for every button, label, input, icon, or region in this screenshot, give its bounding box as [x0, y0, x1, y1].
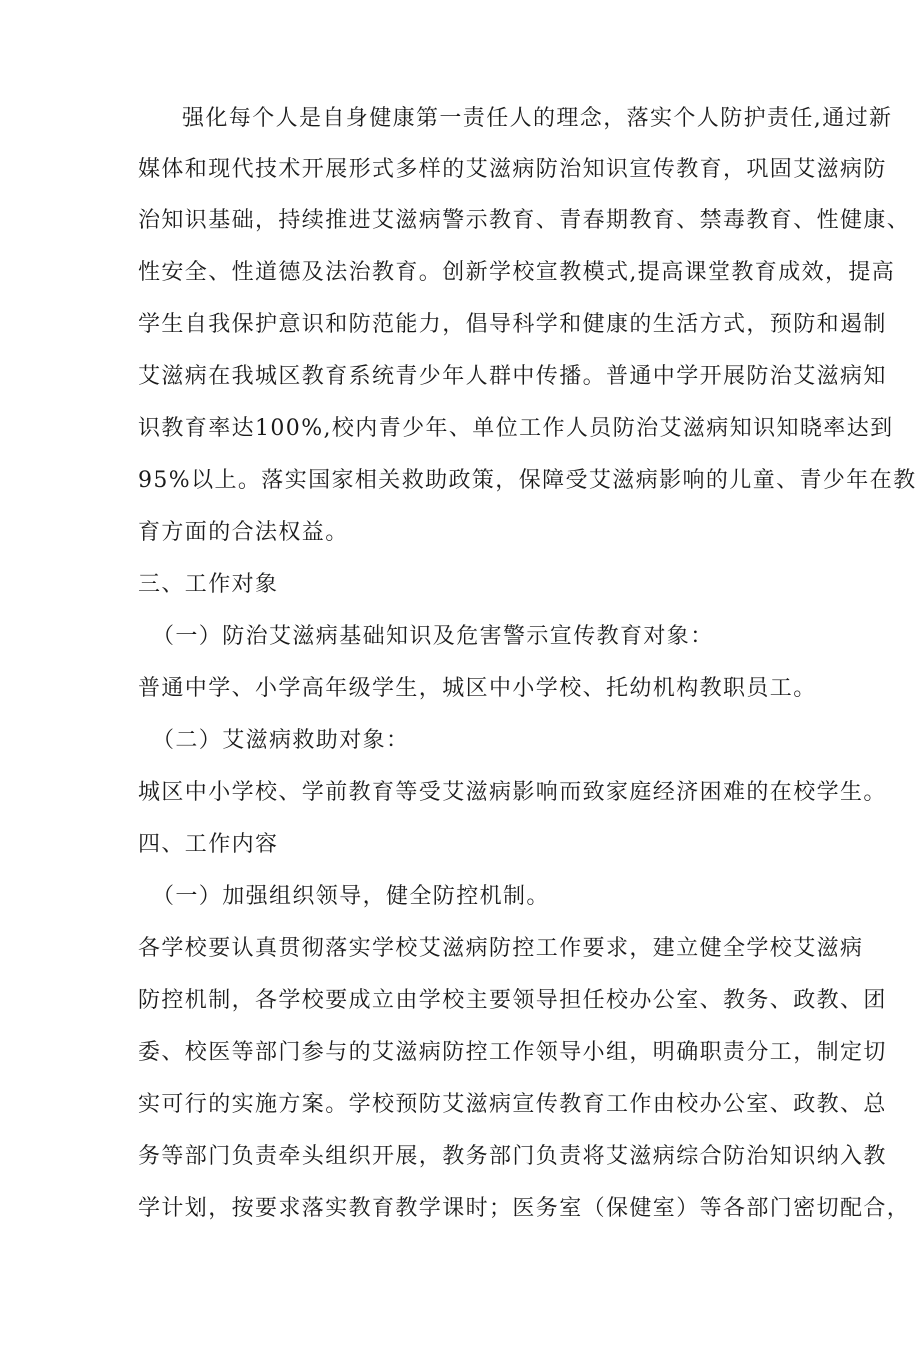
- paragraph-line: 务等部门负责牵头组织开展，教务部门负责将艾滋病综合防治知识纳入教: [138, 1144, 887, 1169]
- paragraph-line: 各学校要认真贯彻落实学校艾滋病防控工作要求，建立健全学校艾滋病: [138, 936, 864, 961]
- paragraph-line: 95%以上。落实国家相关救助政策，保障受艾滋病影响的儿童、青少年在教: [138, 468, 917, 493]
- subsection-heading: （一）防治艾滋病基础知识及危害警示宣传教育对象：: [152, 624, 714, 649]
- paragraph-line: 育方面的合法权益。: [138, 520, 349, 545]
- paragraph-line: 实可行的实施方案。学校预防艾滋病宣传教育工作由校办公室、政教、总: [138, 1092, 887, 1117]
- paragraph-line: 学生自我保护意识和防范能力，倡导科学和健康的生活方式，预防和遏制: [138, 312, 887, 337]
- paragraph-line: 防控机制，各学校要成立由学校主要领导担任校办公室、教务、政教、团: [138, 988, 887, 1013]
- paragraph-line: 性安全、性道德及法治教育。创新学校宣教模式,提高课堂教育成效，提高: [138, 260, 896, 285]
- paragraph-line: 强化每个人是自身健康第一责任人的理念，落实个人防护责任,通过新: [182, 106, 893, 131]
- subsection-heading: （一）加强组织领导，健全防控机制。: [152, 884, 550, 909]
- paragraph-line: 委、校医等部门参与的艾滋病防控工作领导小组，明确职责分工，制定切: [138, 1040, 887, 1065]
- paragraph-line: 识教育率达100%,校内青少年、单位工作人员防治艾滋病知识知晓率达到: [138, 416, 894, 441]
- paragraph-line: 城区中小学校、学前教育等受艾滋病影响而致家庭经济困难的在校学生。: [138, 780, 887, 805]
- subsection-heading: （二）艾滋病救助对象：: [152, 728, 410, 753]
- section-heading: 三、工作对象: [138, 572, 279, 597]
- paragraph-line: 艾滋病在我城区教育系统青少年人群中传播。普通中学开展防治艾滋病知: [138, 364, 887, 389]
- section-heading: 四、工作内容: [138, 832, 279, 857]
- paragraph-line: 学计划，按要求落实教育教学课时；医务室（保健室）等各部门密切配合，: [138, 1196, 911, 1221]
- paragraph-line: 普通中学、小学高年级学生，城区中小学校、托幼机构教职员工。: [138, 676, 817, 701]
- paragraph-line: 治知识基础，持续推进艾滋病警示教育、青春期教育、禁毒教育、性健康、: [138, 208, 911, 233]
- paragraph-line: 媒体和现代技术开展形式多样的艾滋病防治知识宣传教育，巩固艾滋病防: [138, 157, 887, 182]
